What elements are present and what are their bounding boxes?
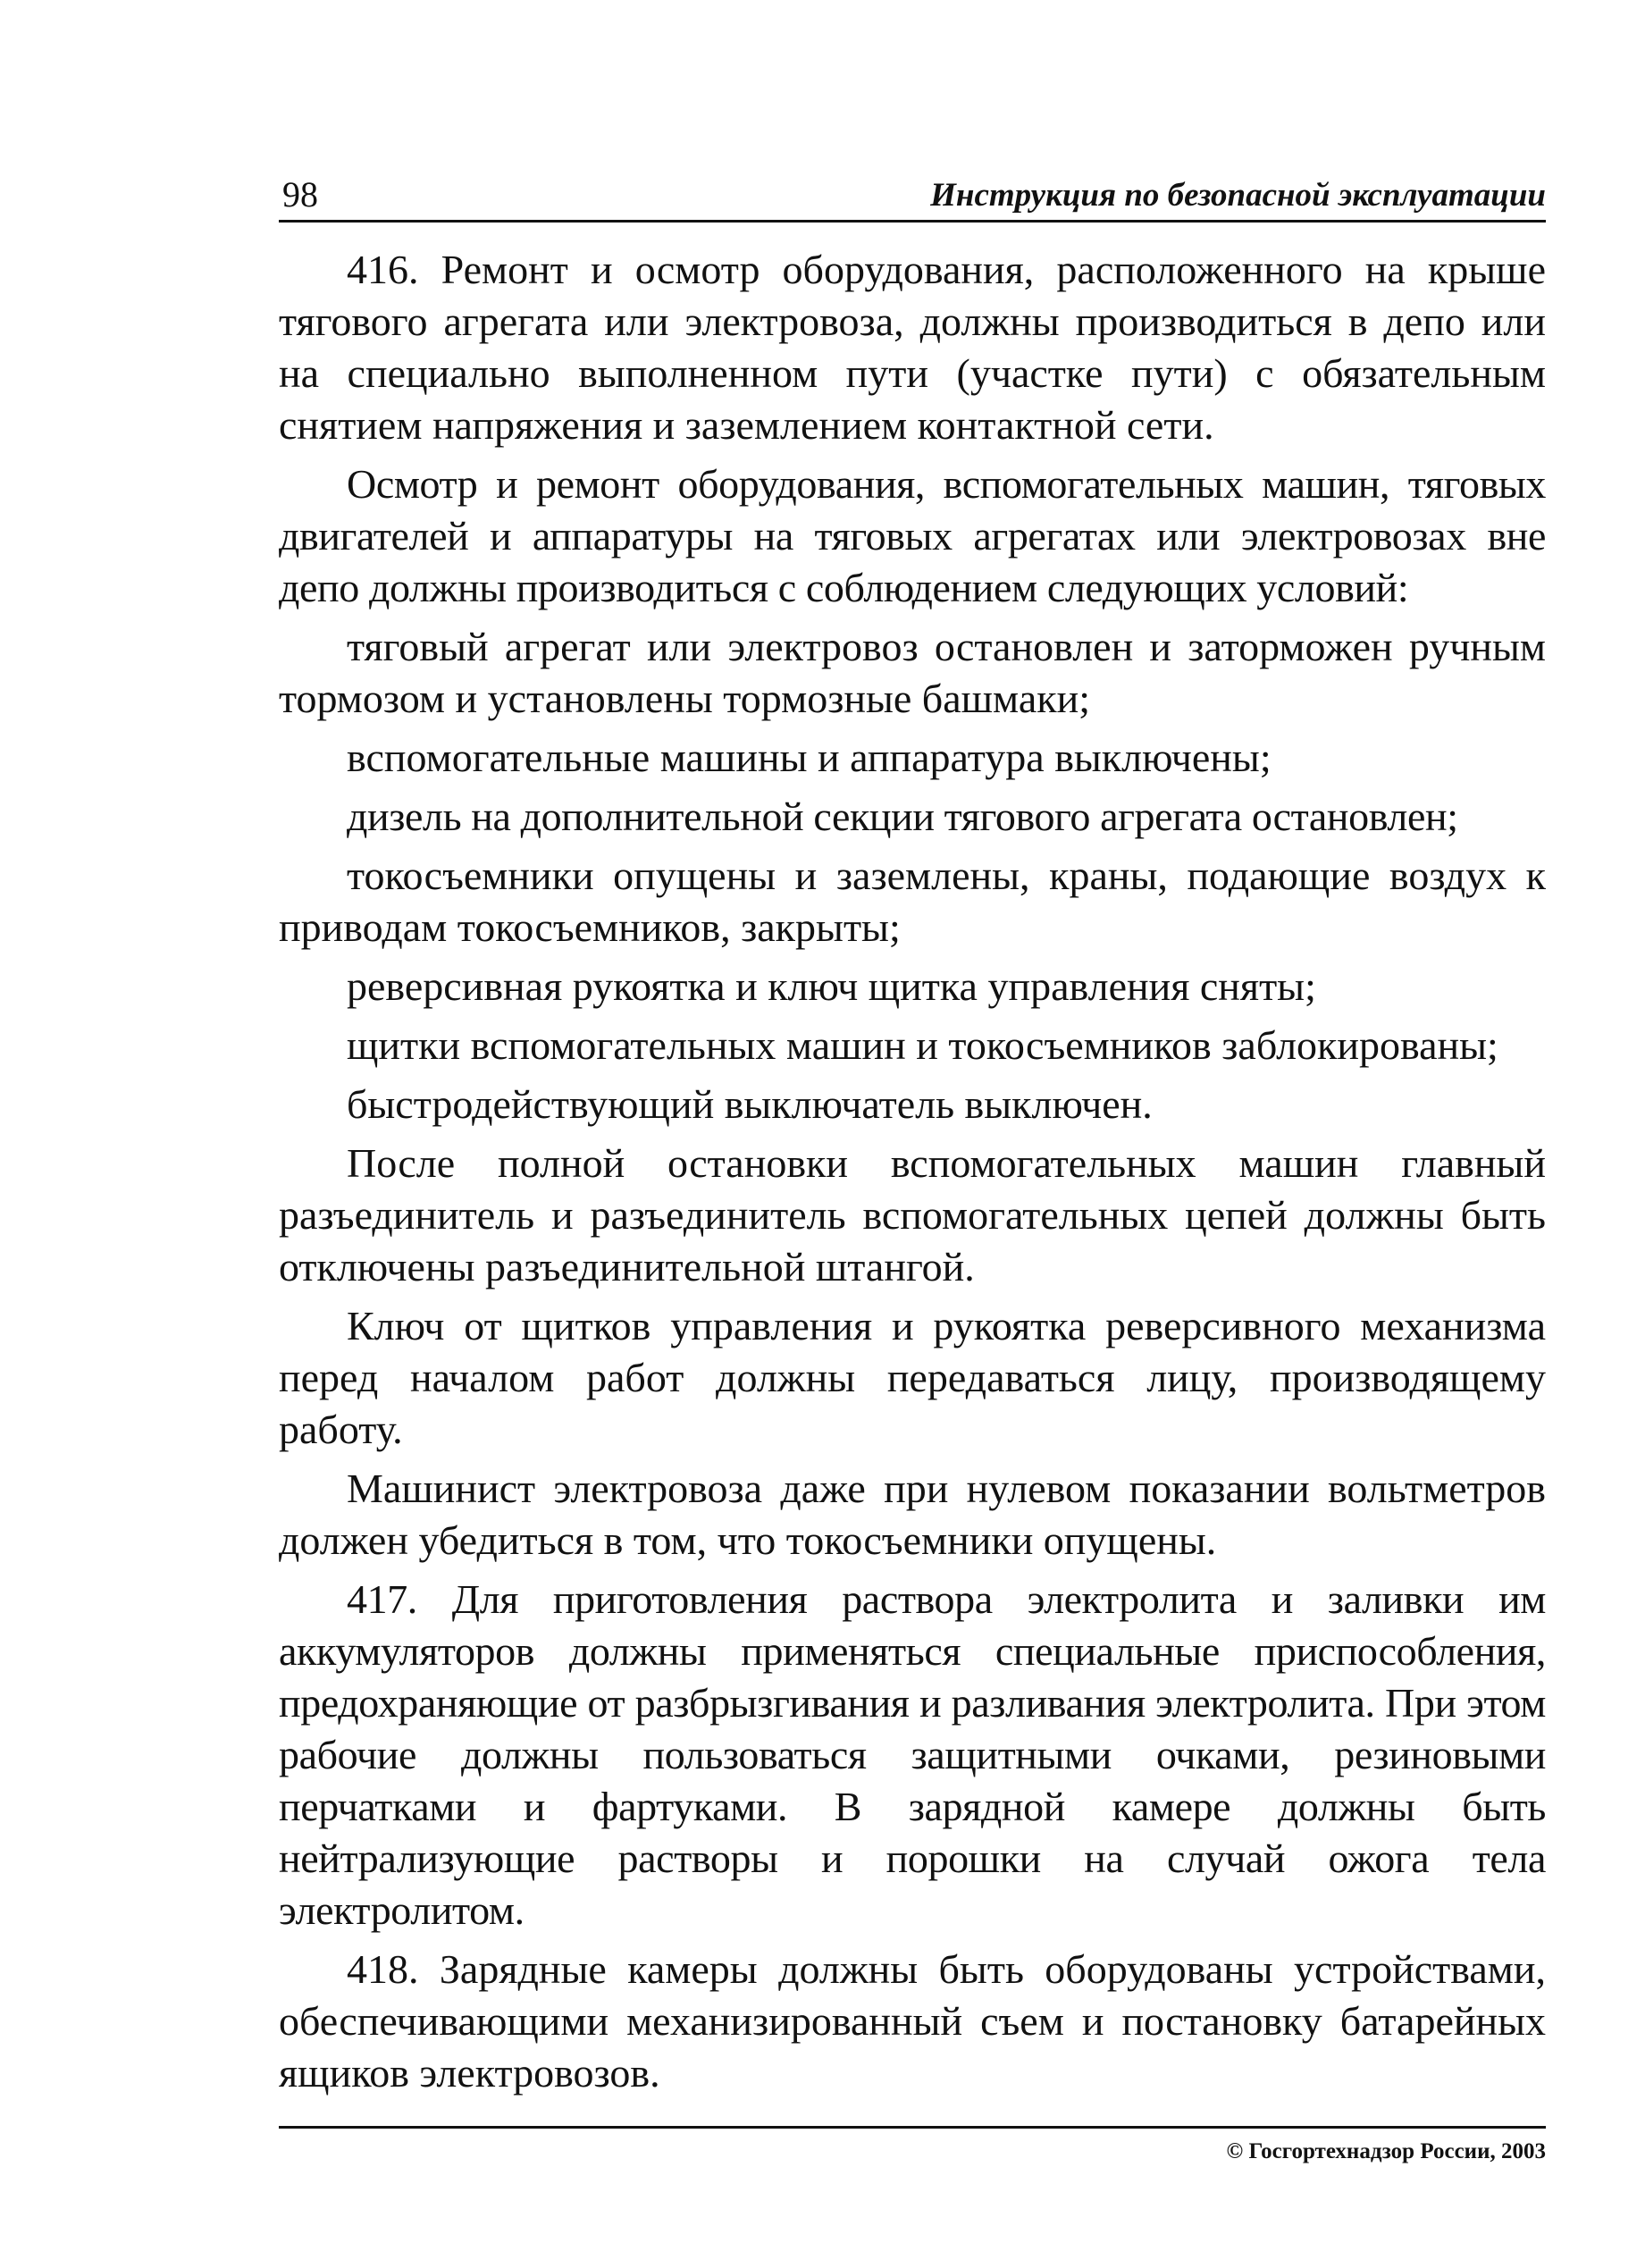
condition-item: реверсивная рукоятка и ключ щитка управления сняты;: [347, 963, 1316, 1009]
paragraph-driver: Машинист электровоза даже при нулевом показании вольтметров должен убедиться в том, что токосъемники опущены.: [279, 1466, 1546, 1563]
condition-item: тяговый агрегат или электровоз остановлен и заторможен ручным тормозом и установлены тормозные башмаки;: [279, 624, 1546, 721]
running-title: Инструкция по безопасной эксплуатации: [930, 177, 1546, 214]
paragraph-416: 416. Ремонт и осмотр оборудования, расположенного на крыше тягового агрегата или электровоза, должны производиться в депо или на специально выполненном пути (участке пути) с обязательным снятием напряжения и заземлением контактной сети.: [279, 247, 1546, 448]
paragraph-417: 417. Для приготовления раствора электролита и заливки им аккумуляторов должны применяться специальные приспособления, предохраняющие от разбрызгивания и разливания электролита. При этом рабочие должны пользоваться защитными очками, резиновыми перчатками и фартуками. В зарядной камере должны быть нейтрализующие растворы и порошки на случай ожога тела электролитом.: [279, 1576, 1546, 1933]
page-number: 98: [282, 174, 318, 214]
page-header: [279, 170, 1546, 223]
condition-item: токосъемники опущены и заземлены, краны, подающие воздух к приводам токосъемников, закрыты;: [279, 853, 1546, 950]
document-page: [279, 170, 1546, 2173]
condition-item: щитки вспомогательных машин и токосъемников заблокированы;: [347, 1022, 1498, 1068]
paragraph-418: 418. Зарядные камеры должны быть оборудованы устройствами, обеспечивающими механизированный съем и постановку батарейных ящиков электровозов.: [279, 1946, 1546, 2096]
condition-item: быстродействующий выключатель выключен.: [347, 1081, 1153, 1127]
condition-item: вспомогательные машины и аппаратура выключены;: [347, 735, 1272, 780]
copyright-notice: © Госгортехнадзор России, 2003: [1226, 2139, 1546, 2163]
paragraph-conditions-intro: Осмотр и ремонт оборудования, вспомогательных машин, тяговых двигателей и аппаратуры на тяговых агрегатах или электровозах вне депо должны производиться с соблюдением следующих условий:: [279, 461, 1546, 610]
condition-item: дизель на дополнительной секции тягового агрегата остановлен;: [347, 794, 1458, 839]
page-footer: [279, 2126, 1546, 2173]
paragraph-keys: Ключ от щитков управления и рукоятка реверсивного механизма перед началом работ должны передаваться лицу, производящему работу.: [279, 1303, 1546, 1452]
body-text: [279, 223, 1546, 2099]
paragraph-disconnectors: После полной остановки вспомогательных машин главный разъединитель и разъединитель вспомогательных цепей должны быть отключены разъединительной штангой.: [279, 1140, 1546, 1289]
